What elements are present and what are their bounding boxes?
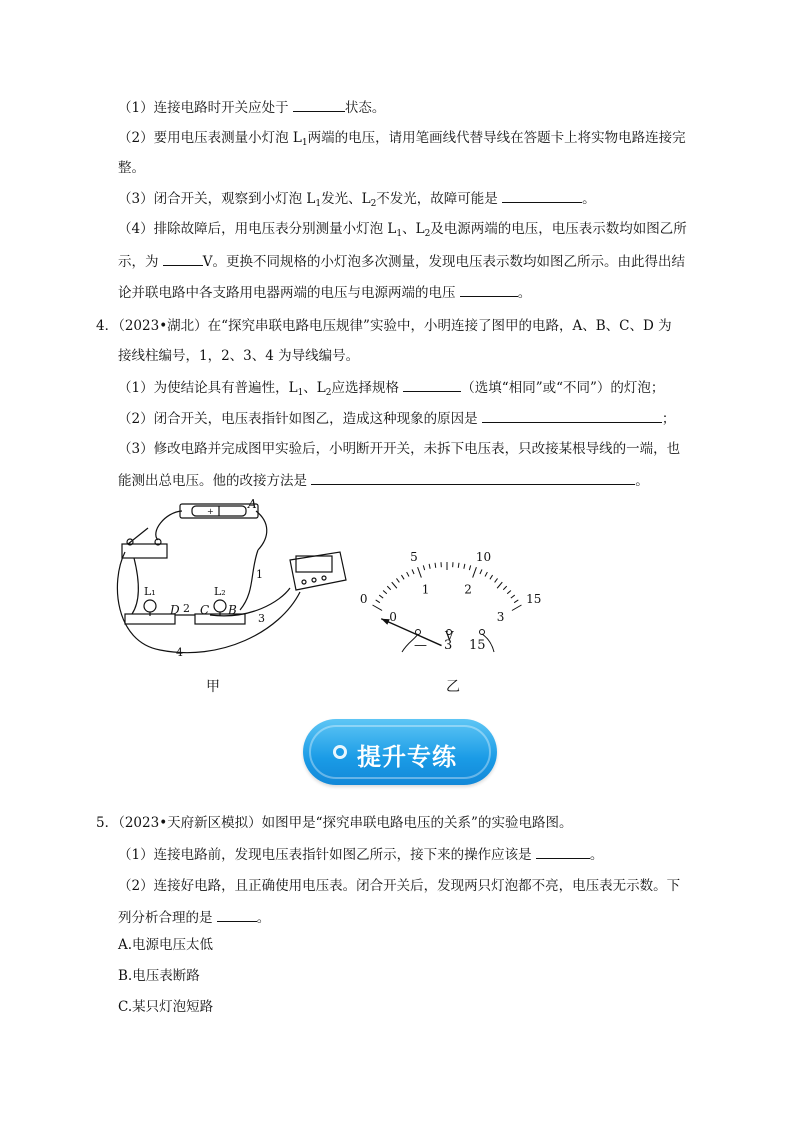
q5-item-1-tail: 。 xyxy=(589,847,604,863)
q3-item-4-cont2-tail: 。 xyxy=(517,285,532,301)
q4-heading-cont xyxy=(118,346,359,366)
q3-item-4-cont2 xyxy=(118,282,531,303)
q4-item-2-tail: ； xyxy=(661,411,676,427)
dial-tick xyxy=(469,565,470,570)
dial-scale-top-label: 5 xyxy=(410,549,418,564)
q4-item-1-text-c: 应选择规格 xyxy=(331,380,404,396)
dial-tick xyxy=(407,572,409,576)
q3-item-4 xyxy=(118,219,687,244)
practice-banner xyxy=(303,719,497,785)
q3-item-3-text-c: 不发光，故障可能是 xyxy=(376,191,503,207)
q3-item-3-tail: 。 xyxy=(582,191,596,207)
q4-heading-cont-text: 接线柱编号，1，2、3、4 为导线编号。 xyxy=(118,348,360,364)
dial-scale-bottom-label: 2 xyxy=(464,582,472,597)
dial-tick xyxy=(401,575,404,579)
dial-tick xyxy=(396,578,399,582)
q4-item-3 xyxy=(118,439,680,459)
circuit-figure-jia xyxy=(110,492,360,672)
bulb-l2 xyxy=(214,600,226,612)
wire-label-2: 2 xyxy=(183,602,190,615)
q3-item-2-cont-text: 整。 xyxy=(118,160,145,176)
q3-item-2-cont xyxy=(118,158,145,178)
answer-blank[interactable] xyxy=(482,408,662,423)
terminal-neg-label: — xyxy=(414,638,427,653)
dial-tick xyxy=(507,590,511,593)
subscript: 1 xyxy=(297,388,304,398)
subscript: 2 xyxy=(424,229,431,239)
dial-terminal-labels xyxy=(414,636,427,656)
q5-option-a[interactable]: A.电源电压太低 xyxy=(118,937,214,953)
dial-scale-top-label: 15 xyxy=(526,592,542,606)
q5-item-2 xyxy=(118,876,680,896)
label-L1: L₁ xyxy=(144,585,156,598)
dial-tick xyxy=(373,605,383,611)
dial-tick xyxy=(490,575,493,579)
terminal-knob xyxy=(416,630,421,635)
dial-tick xyxy=(379,595,383,598)
q4-item-1-text-d: （选填“相同”或“不同”）的灯泡； xyxy=(461,380,665,396)
dial-tick xyxy=(473,567,477,577)
dial-tick xyxy=(418,567,422,577)
answer-blank[interactable] xyxy=(311,470,635,485)
q4-item-2-text: （2）闭合开关，电压表指针如图乙，造成这种现象的原因是 xyxy=(118,411,482,427)
subscript: 2 xyxy=(325,388,332,398)
subscript: 1 xyxy=(396,229,403,239)
q4-item-3-text: （3）修改电路并完成图甲实验后，小明断开开关，未拆下电压表，只改接某根导线的一端，也 xyxy=(118,441,681,457)
wire xyxy=(156,511,182,540)
q3-item-4-cont xyxy=(118,251,685,272)
q3-item-2-text: （2）要用电压表测量小灯泡 L xyxy=(118,130,302,146)
dial-scale-top-label: 0 xyxy=(359,592,368,606)
q4-item-2 xyxy=(118,408,675,429)
answer-blank[interactable] xyxy=(536,844,590,859)
bulb-icon xyxy=(331,743,349,761)
wire-label-1: 1 xyxy=(256,568,263,581)
dial-tick xyxy=(480,569,482,574)
banner-title: 提升专练 xyxy=(357,743,457,771)
q3-item-4-cont-text: 示，为 xyxy=(118,254,163,270)
wire-label-3: 3 xyxy=(258,612,265,625)
q5-item-1 xyxy=(118,844,603,865)
q3-item-3-text: （3）闭合开关，观察到小灯泡 L xyxy=(118,191,316,207)
terminal-15-label: 15 xyxy=(469,638,486,653)
q5-item-2-text: （2）连接好电路，且正确使用电压表。闭合开关后，发现两只灯泡都不亮，电压表无示数。下 xyxy=(118,878,681,894)
terminal-3-label: 3 xyxy=(444,638,453,653)
svg-text:+: + xyxy=(207,507,214,516)
q3-item-4-text-c: 及电源两端的电压，电压表示数均如图乙所 xyxy=(430,221,687,237)
q3-item-4-text-b: 、L xyxy=(402,221,425,237)
dial-tick xyxy=(495,578,498,582)
dial-tick xyxy=(503,586,506,590)
terminal-B: B xyxy=(228,603,237,617)
voltmeter-body xyxy=(290,552,346,590)
q5-item-2-cont xyxy=(118,907,270,928)
q4-item-1 xyxy=(118,377,664,403)
q3-item-2-text-b: 两端的电压，请用笔画线代替导线在答题卡上将实物电路连接完 xyxy=(307,130,686,146)
figure-caption-jia: 甲 xyxy=(206,679,220,695)
subscript: 2 xyxy=(370,199,377,209)
dial-tick xyxy=(376,600,380,603)
terminal-C: C xyxy=(200,603,210,617)
wire-label-4: 4 xyxy=(176,646,183,659)
q3-item-1 xyxy=(118,97,385,118)
subscript: 1 xyxy=(301,138,308,148)
answer-blank[interactable] xyxy=(163,251,203,266)
dial-unit: V xyxy=(445,629,454,643)
figure-caption-yi: 乙 xyxy=(446,679,460,695)
q4-item-3-cont-text: 能测出总电压。他的改接方法是 xyxy=(118,473,312,489)
dial-scale-bottom-label: 0 xyxy=(389,610,397,624)
q3-item-2 xyxy=(118,128,686,153)
terminal-knob xyxy=(480,630,485,635)
subscript: 1 xyxy=(315,199,322,209)
dial-scale-top-label: 10 xyxy=(475,549,492,564)
terminal-A: A xyxy=(248,497,257,511)
answer-blank[interactable] xyxy=(293,97,345,112)
q4-heading-text: 4．（2023•湖北）在“探究串联电路电压规律”实验中，小明连接了图甲的电路，A、B、C、D 为 xyxy=(96,318,672,334)
dial-tick xyxy=(497,582,502,588)
terminal-D: D xyxy=(170,603,180,617)
q3-item-3-text-b: 发光、L xyxy=(321,191,371,207)
q4-item-1-text: （1）为使结论具有普遍性，L xyxy=(118,380,298,396)
answer-blank[interactable] xyxy=(217,907,257,922)
bulb-l1 xyxy=(144,600,156,612)
dial-tick xyxy=(511,595,515,598)
q5-heading xyxy=(96,813,572,833)
dial-tick xyxy=(512,605,522,611)
answer-blank[interactable] xyxy=(403,377,461,392)
q5-item-2-cont-tail: 。 xyxy=(256,910,271,926)
dial-tick xyxy=(464,564,465,569)
dial-tick xyxy=(485,572,487,576)
q4-heading xyxy=(96,316,672,336)
label-L2: L₂ xyxy=(214,585,226,598)
answer-blank[interactable] xyxy=(502,188,582,203)
switch-lever xyxy=(128,528,148,544)
q5-item-2-cont-text: 列分析合理的是 xyxy=(118,910,217,926)
q4-item-3-cont-tail: 。 xyxy=(635,473,649,489)
dial-tick xyxy=(429,564,430,569)
dial-scale-bottom-label: 1 xyxy=(421,582,430,597)
dial-tick xyxy=(412,569,414,574)
q4-item-3-cont xyxy=(118,470,649,491)
dial-tick xyxy=(387,586,390,590)
answer-blank[interactable] xyxy=(460,282,518,297)
dial-tick xyxy=(423,565,424,570)
q3-item-1-tail: 状态。 xyxy=(344,100,386,116)
dial-tick xyxy=(458,563,459,568)
q3-item-4-text: （4）排除故障后，用电压表分别测量小灯泡 L xyxy=(118,221,397,237)
q3-item-4-cont2-text: 论并联电路中各支路用电器两端的电压与电源两端的电压 xyxy=(118,285,460,301)
dial-scale-bottom-label: 3 xyxy=(496,610,505,624)
q4-item-1-text-b: 、L xyxy=(303,380,326,396)
q3-item-1-text: （1）连接电路时开关应处于 xyxy=(118,100,293,116)
q3-item-3 xyxy=(118,188,596,214)
dial-tick xyxy=(435,563,436,568)
dial-tick xyxy=(383,590,387,593)
q5-heading-text: 5．（2023•天府新区模拟）如图甲是“探究串联电路电压的关系”的实验电路图。 xyxy=(96,815,573,831)
q5-option-c[interactable]: C.某只灯泡短路 xyxy=(118,999,214,1015)
switch-base xyxy=(122,544,167,558)
q3-item-4-cont-text-b: V。更换不同规格的小灯泡多次测量，发现电压表示数均如图乙所示。由此得出结 xyxy=(202,254,686,270)
dial-tick xyxy=(392,582,397,588)
q5-option-b[interactable]: B.电压表断路 xyxy=(118,968,200,984)
q5-item-1-text: （1）连接电路前，发现电压表指针如图乙所示，接下来的操作应该是 xyxy=(118,847,536,863)
dial-tick xyxy=(514,600,518,603)
